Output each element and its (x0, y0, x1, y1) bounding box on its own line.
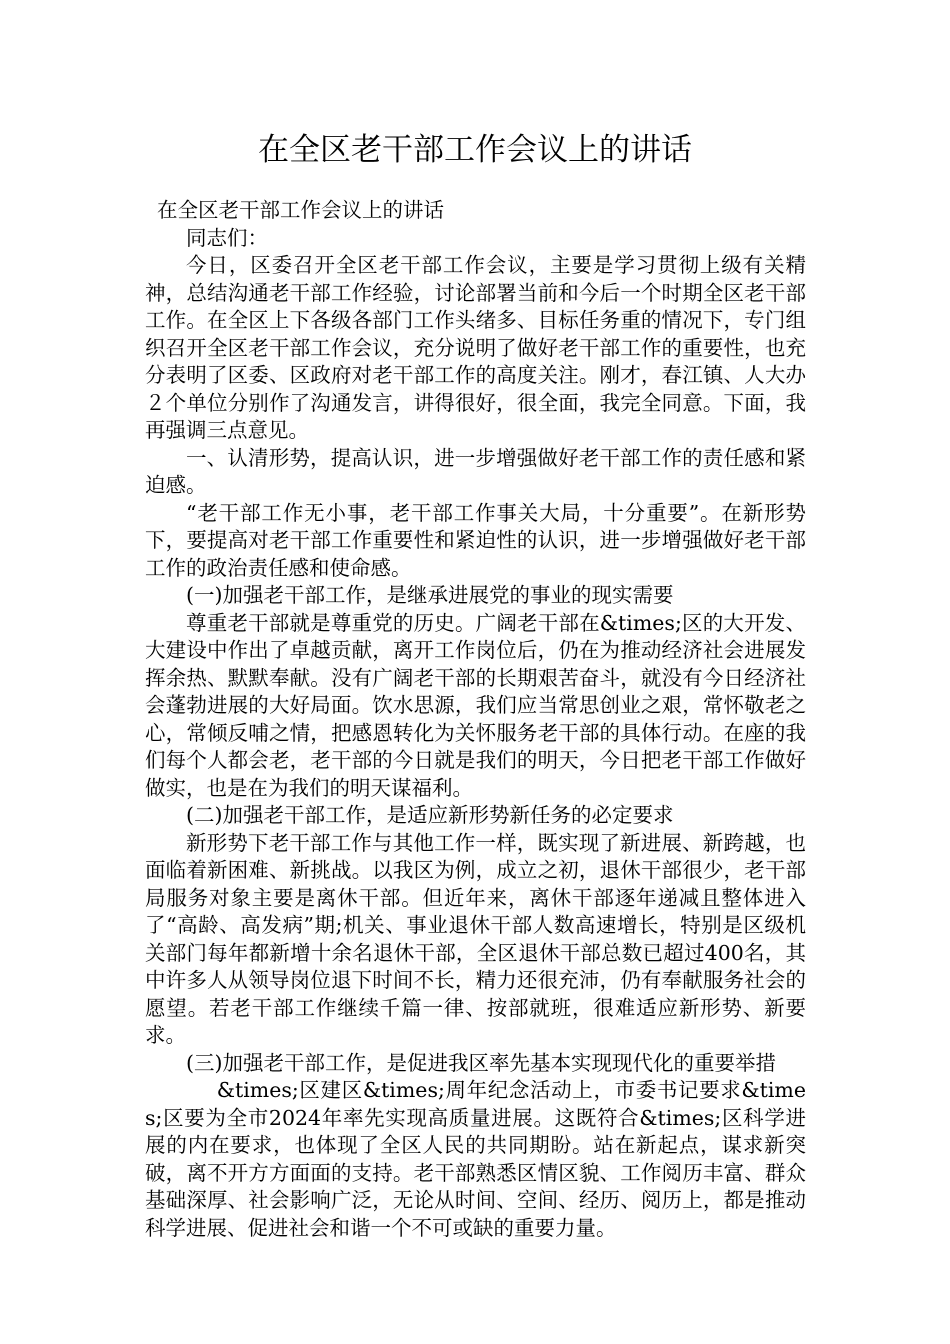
paragraph-quote: “老干部工作无小事，老干部工作事关大局，十分重要”。在新形势下，要提高对老干部工作重要性和紧迫性的认识，进一步增强做好老干部工作的政治责任感和使命感。 (145, 500, 806, 580)
document-title: 在全区老干部工作会议上的讲话 (258, 132, 692, 168)
paragraph-subsection-1: 尊重老干部就是尊重党的历史。广阔老干部在&times;区的大开发、大建设中作出了卓越贡献，离开工作岗位后，仍在为推动经济社会进展发挥余热、默默奉献。没有广阔老干部的长期艰苦奋斗，就没有今日经济社会蓬勃进展的大好局面。饮水思源，我们应当常思创业之艰，常怀敬老之心，常倾反哺之情，把感恩转化为关怀服务老干部的具体行动。在座的我们每个人都会老，老干部的今日就是我们的明天，今日把老干部工作做好做实，也是在为我们的明天谋福利。 (145, 610, 806, 800)
subsection-heading-1: (一)加强老干部工作，是继承进展党的事业的现实需要 (186, 583, 674, 607)
section-heading-1: 一、认清形势，提高认识，进一步增强做好老干部工作的责任感和紧迫感。 (145, 445, 806, 497)
subsection-heading-3: (三)加强老干部工作，是促进我区率先基本实现现代化的重要举措 (186, 1050, 776, 1075)
paragraph-subsection-3: &times;区建区&times;周年纪念活动上，市委书记要求&times;区要为全市2024年率先实现高质量进展。这既符合&times;区科学进展的内在要求，也体现了全区人民的共同期盼。站在新起点，谋求新突破，离不开方方面面的支持。老干部熟悉区情区貌、工作阅历丰富、群众基础深厚、社会影响广泛，无论从时间、空间、经历、阅历上，都是推动科学进展、促进社会和谐一个不可或缺的重要力量。 (145, 1078, 806, 1240)
paragraph-opening: 今日，区委召开全区老干部工作会议，主要是学习贯彻上级有关精神，总结沟通老干部工作经验，讨论部署当前和今后一个时期全区老干部工作。在全区上下各级各部门工作头绪多、目标任务重的情况下，专门组织召开全区老干部工作会议，充分说明了做好老干部工作的重要性，也充分表明了区委、区政府对老干部工作的高度关注。刚才，春江镇、人大办２个单位分别作了沟通发言，讲得很好，很全面，我完全同意。下面，我再强调三点意见。 (145, 253, 806, 442)
document-body (145, 197, 806, 1242)
document-subtitle: 在全区老干部工作会议上的讲话 (157, 198, 444, 222)
paragraph-subsection-2: 新形势下老干部工作与其他工作一样，既实现了新进展、新跨越，也面临着新困难、新挑战。以我区为例，成立之初，退休干部很少，老干部局服务对象主要是离休干部。但近年来，离休干部逐年递减且整体进入了“高龄、高发病”期;机关、事业退休干部人数高速增长，特别是区级机关部门每年都新增十余名退休干部，全区退休干部总数已超过400名，其中许多人从领导岗位退下时间不长，精力还很充沛，仍有奉献服务社会的愿望。若老干部工作继续千篇一律、按部就班，很难适应新形势、新要求。 (145, 830, 806, 1047)
salutation: 同志们： (186, 225, 268, 250)
subsection-heading-2: (二)加强老干部工作，是适应新形势新任务的必定要求 (186, 803, 674, 827)
